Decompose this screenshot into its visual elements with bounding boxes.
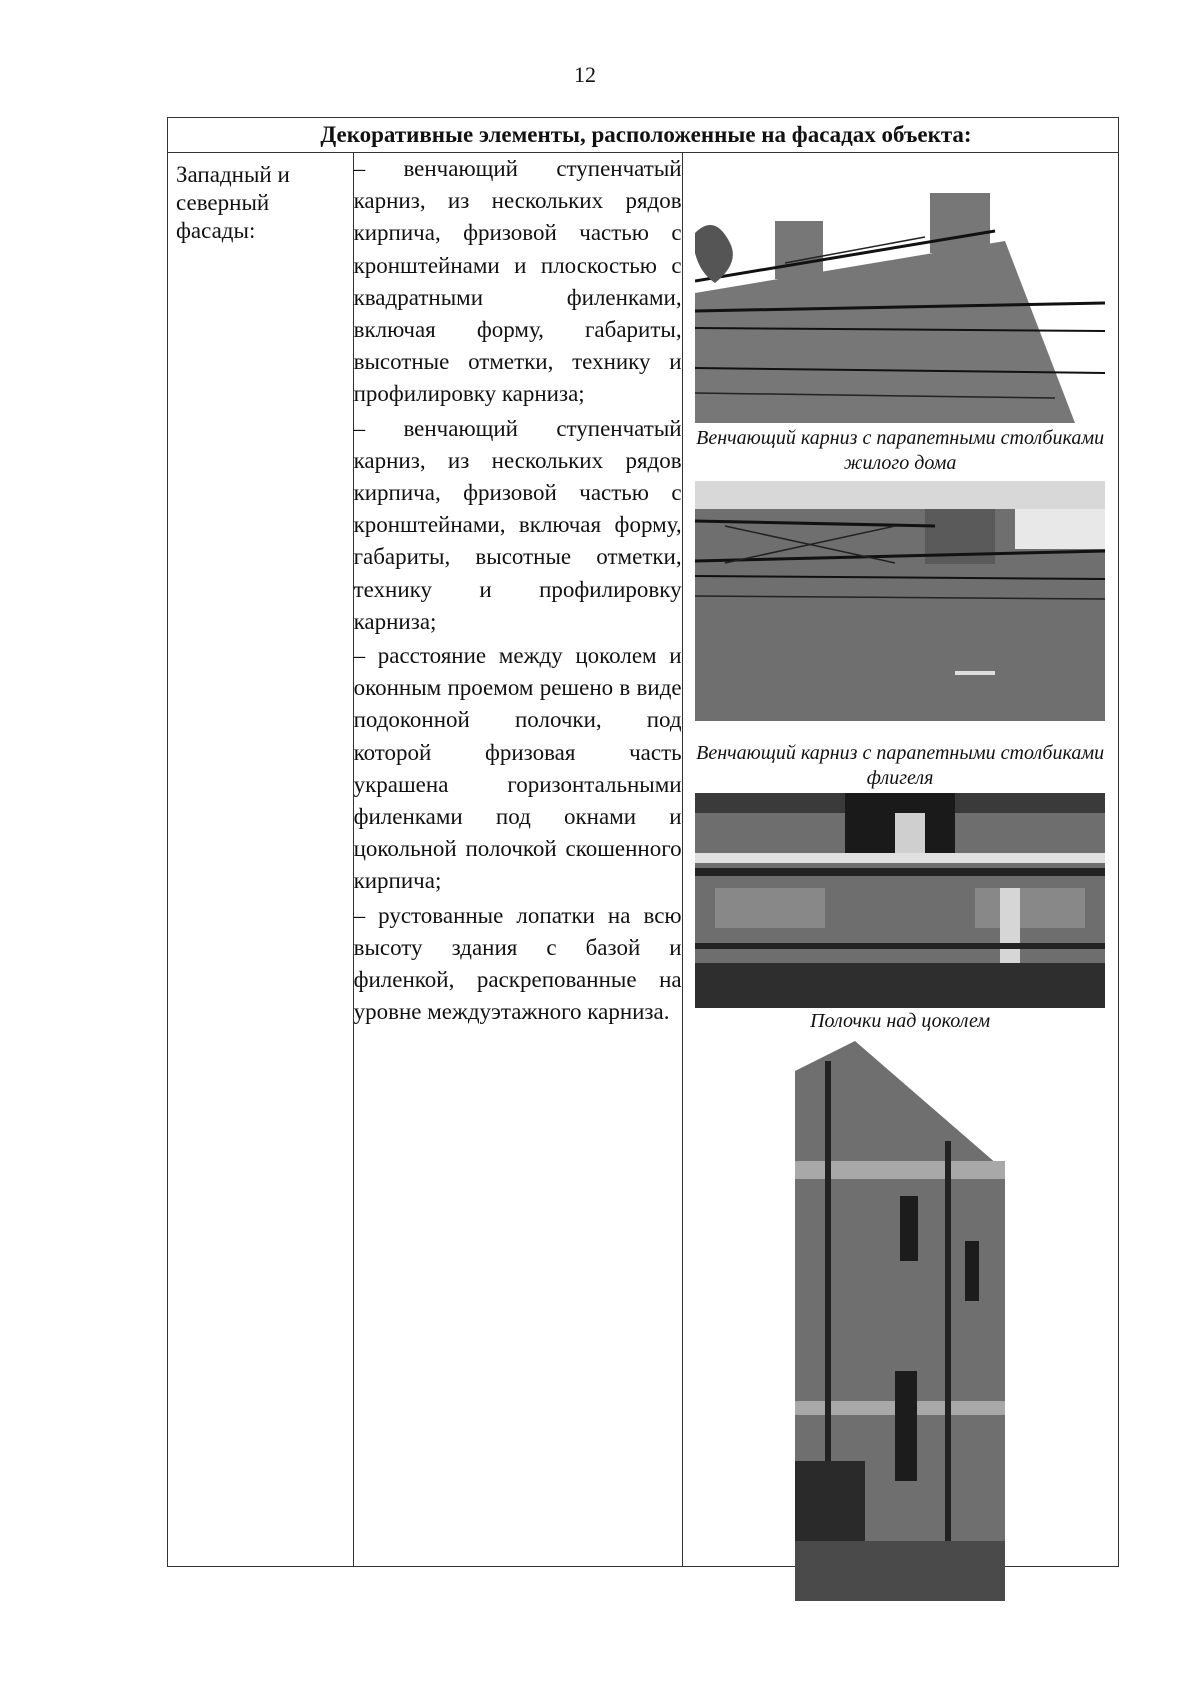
description-item: – венчающий ступенчатый карниз, из нескольких рядов кирпича, фризовой частью с кронштейнами, включая форму, габариты, высотные отметки, технику и профилировку карниза;	[353, 415, 682, 634]
table-header: Декоративные элементы, расположенные на фасадах объекта:	[168, 118, 1119, 153]
photo-caption: Полочки над цоколем	[810, 1010, 991, 1032]
page-number: 12	[574, 62, 596, 87]
photo-cornice-house	[695, 193, 1105, 423]
description-item: – венчающий ступенчатый карниз, из нескольких рядов кирпича, фризовой частью с кронштейнами и плоскостью с квадратными филенками, включая форму, габариты, высотные отметки, технику и профилировку карниза;	[353, 156, 682, 407]
photos-cell	[682, 153, 1118, 1567]
photo-caption: Венчающий карниз с парапетными столбиками флигеля	[696, 742, 1105, 789]
facade-cell	[168, 153, 354, 1567]
photo-caption: Венчающий карниз с парапетными столбиками жилого дома	[696, 427, 1105, 474]
description-item: – расстояние между цоколем и оконным проемом решено в виде подоконной полочки, под которой фризовая часть украшена горизонтальными филенками под окнами и цокольной полочкой скошенного кирпича;	[353, 643, 682, 894]
photo-cornice-outbuilding	[695, 481, 1105, 741]
photo-plinth-shelves	[695, 793, 1105, 1008]
description-cell	[353, 153, 682, 1567]
photo-column	[683, 153, 1118, 1566]
decorative-elements-table	[167, 117, 1119, 1567]
photo-pilasters	[795, 1041, 1005, 1601]
facade-name: Западный и северный фасады:	[176, 162, 290, 243]
description-item: – рустованные лопатки на всю высоту здания с базой и филенкой, раскрепованные на уровне междуэтажного карниза.	[353, 902, 682, 1025]
